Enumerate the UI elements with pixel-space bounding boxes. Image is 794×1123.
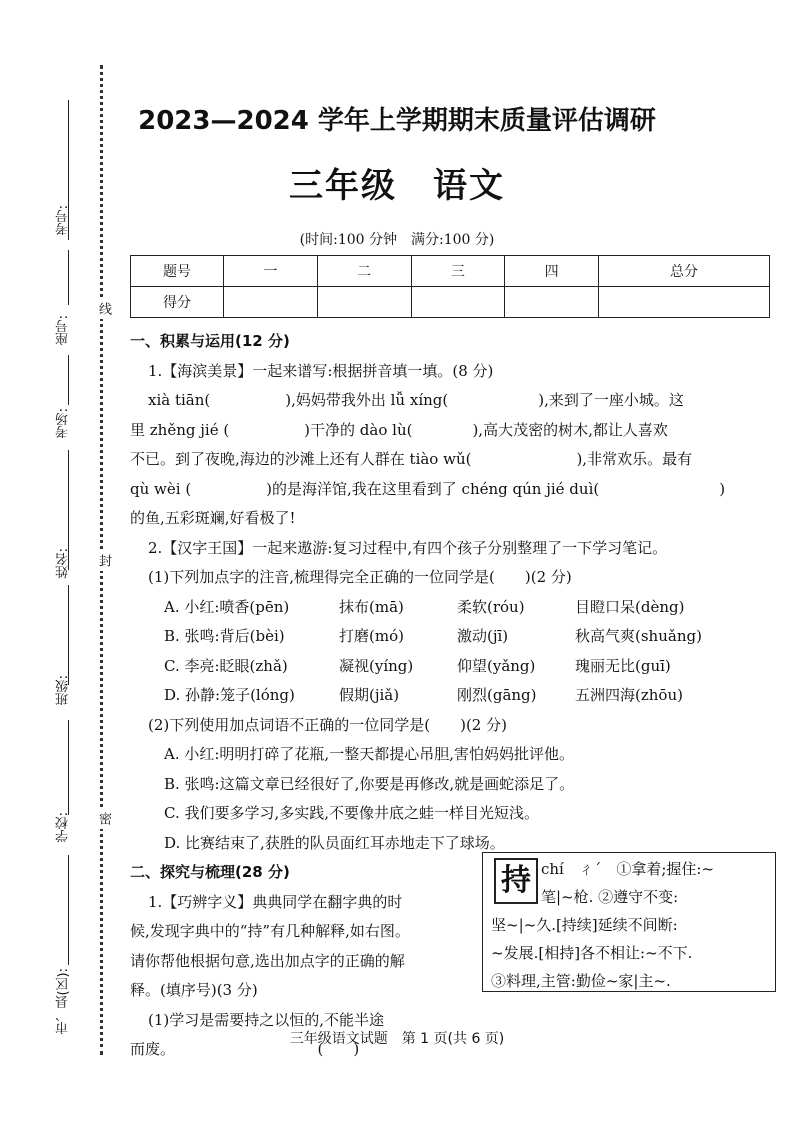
binding-line — [68, 855, 69, 965]
question-text: 不已。到了夜晚,海边的沙滩上还有人群在 tiào wǔ( ),非常欢乐。最有 — [130, 450, 693, 468]
dict-line: ~发展.[相持]各不相让:~不下. — [491, 944, 693, 962]
option-item: 假期(jiǎ) — [339, 686, 400, 704]
question-text: 请你帮他根据句意,选出加点字的正确的解 — [130, 951, 405, 970]
binding-line — [68, 720, 69, 815]
seal-mark-xian: 线 — [94, 298, 113, 319]
option-item: 秋高气爽(shuǎng) — [575, 627, 702, 645]
exam-subject: 三年级 语文 — [289, 166, 505, 206]
option-item: 激动(jī) — [457, 627, 509, 645]
score-cell: 一 — [224, 256, 318, 287]
score-cell: 三 — [411, 256, 505, 287]
question-text: 1.【海滨美景】一起来谱写:根据拼音填一填。(8 分) — [148, 361, 494, 380]
option-item: 刚烈(gāng) — [457, 686, 537, 704]
score-input-cell[interactable] — [317, 287, 411, 318]
question-text: qù wèi ( )的是海洋馆,我在这里看到了 chéng qún jié duì( ) — [130, 479, 726, 498]
name-label: 姓名: — [56, 548, 71, 579]
binding-line — [68, 250, 69, 305]
score-cell: 二 — [317, 256, 411, 287]
option-item: 打磨(mó) — [339, 627, 404, 645]
option-item: 抹布(mā) — [339, 597, 404, 616]
question-text: (1)下列加点字的注音,梳理得完全正确的一位同学是( )(2 分) — [148, 568, 572, 586]
option-row — [130, 652, 780, 682]
exam-no-label: 考号: — [56, 205, 71, 236]
class-label: 班级: — [56, 675, 71, 706]
score-table — [130, 255, 770, 318]
option-item: D. 比赛结束了,获胜的队员面红耳赤地走下了球场。 — [164, 833, 505, 852]
exam-room-label: 考场: — [56, 408, 71, 439]
score-cell: 得分 — [131, 287, 224, 318]
seal-mark-feng: 封 — [94, 550, 113, 571]
binding-line — [68, 585, 69, 685]
dict-line: chí ㄔˊ ①拿着;握住:~ — [541, 860, 715, 878]
option-item: 柔软(róu) — [457, 597, 525, 616]
time-info: (时间:100 分钟 满分:100 分) — [299, 232, 495, 248]
district-label: 市、县(区): — [56, 968, 71, 1035]
section2-heading: 二、探究与梳理(28 分) — [130, 863, 290, 881]
question-text: 候,发现字典中的“持”有几种解释,如右图。 — [130, 922, 410, 940]
option-item: A. 小红:喷香(pēn) — [164, 597, 290, 616]
score-cell: 四 — [505, 256, 599, 287]
option-row — [130, 681, 780, 711]
dict-line: ③料理,主管:勤俭~家|主~. — [491, 972, 671, 990]
option-row — [130, 622, 780, 652]
school-label: 学校: — [56, 812, 71, 843]
option-item: C. 我们要多学习,多实践,不要像井底之蛙一样目光短浅。 — [164, 804, 540, 822]
question-text: xià tiān( ),妈妈带我外出 lǚ xíng( ),来到了一座小城。这 — [148, 391, 684, 409]
seat-no-label: 座号: — [56, 315, 71, 346]
question-text: 1.【巧辨字义】典典同学在翻字典的时 — [148, 892, 403, 911]
option-item: 瑰丽无比(guī) — [575, 656, 671, 675]
score-input-cell[interactable] — [505, 287, 599, 318]
option-item: B. 张鸣:这篇文章已经很好了,你要是再修改,就是画蛇添足了。 — [164, 774, 575, 793]
score-input-cell[interactable] — [599, 287, 770, 318]
dict-line: 坚~|~久.[持续]延续不间断: — [491, 916, 678, 934]
question-text: 里 zhěng jié ( )干净的 dào lù( ),高大茂密的树木,都让人喜欢 — [130, 420, 668, 439]
question-text: 释。(填序号)(3 分) — [130, 981, 258, 999]
question-text: (1)学习是需要持之以恒的,不能半途 — [148, 1010, 385, 1029]
section1-heading: 一、积累与运用(12 分) — [130, 332, 290, 350]
dict-line: 笔|~枪. ②遵守不变: — [541, 888, 679, 906]
score-input-cell[interactable] — [224, 287, 318, 318]
score-table-header-row — [131, 256, 770, 287]
score-cell: 题号 — [131, 256, 224, 287]
option-item: C. 李亮:眨眼(zhǎ) — [164, 656, 288, 675]
dictionary-headword: 持 — [494, 858, 538, 904]
question-text: 的鱼,五彩斑斓,好看极了! — [130, 509, 296, 527]
page-footer: 三年级语文试题 第 1 页(共 6 页) — [289, 1031, 505, 1047]
option-item: D. 孙静:笼子(lóng) — [164, 686, 295, 704]
score-input-cell[interactable] — [411, 287, 505, 318]
binding-line — [68, 355, 69, 405]
question-text: (2)下列使用加点词语不正确的一位同学是( )(2 分) — [148, 715, 507, 734]
option-item: 凝视(yíng) — [339, 656, 414, 675]
option-item: A. 小红:明明打碎了花瓶,一整天都提心吊胆,害怕妈妈批评他。 — [164, 745, 574, 763]
option-item: 目瞪口呆(dèng) — [575, 597, 685, 616]
score-cell: 总分 — [599, 256, 770, 287]
question-text: 而废。 ( ) — [130, 1040, 360, 1058]
exam-title: 2023—2024 学年上学期期末质量评估调研 — [138, 106, 656, 136]
option-item: B. 张鸣:背后(bèi) — [164, 627, 285, 645]
seal-mark-mi: 密 — [94, 808, 113, 829]
score-table-score-row — [131, 287, 770, 318]
question-text: 2.【汉字王国】一起来遨游:复习过程中,有四个孩子分别整理了一下学习笔记。 — [148, 538, 668, 557]
option-row — [130, 593, 780, 623]
option-item: 仰望(yǎng) — [457, 656, 536, 675]
option-item: 五洲四海(zhōu) — [575, 686, 683, 704]
